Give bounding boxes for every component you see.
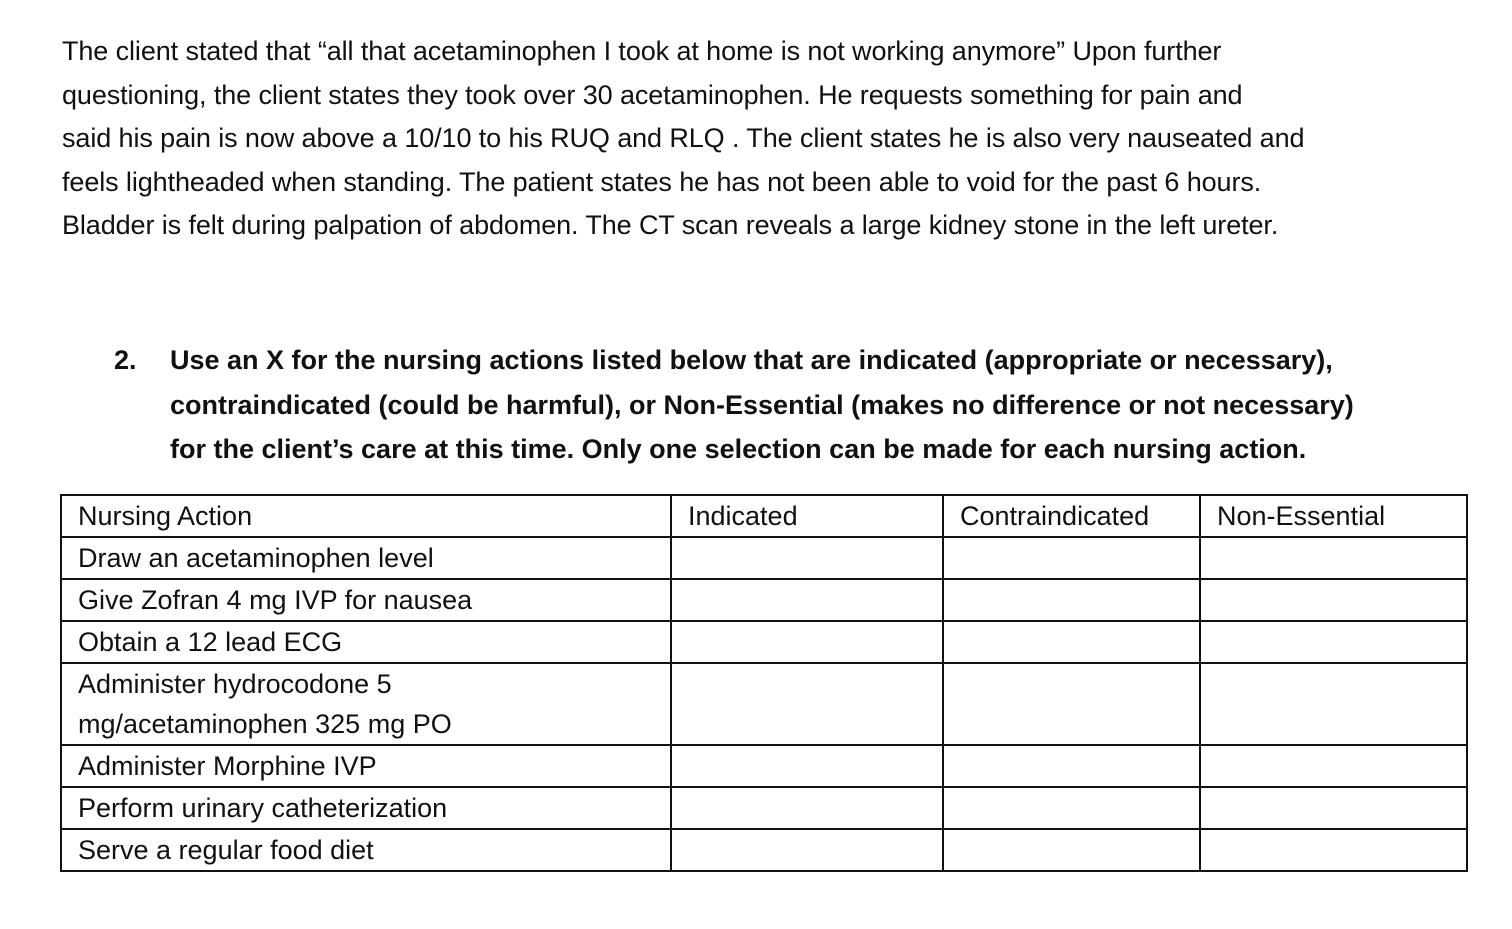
scenario-line: questioning, the client states they took over 30 acetaminophen. He requests something for pain and [62, 79, 1243, 110]
non-essential-cell[interactable] [1200, 663, 1467, 745]
contraindicated-cell[interactable] [943, 745, 1200, 787]
contraindicated-cell[interactable] [943, 579, 1200, 621]
action-cell: Serve a regular food diet [61, 829, 671, 871]
non-essential-cell[interactable] [1200, 745, 1467, 787]
indicated-cell[interactable] [671, 745, 943, 787]
indicated-cell[interactable] [671, 621, 943, 663]
question-line: Use an X for the nursing actions listed below that are indicated (appropriate or necessary), [170, 345, 1333, 375]
contraindicated-cell[interactable] [943, 787, 1200, 829]
header-contraindicated: Contraindicated [943, 495, 1200, 537]
scenario-line: Bladder is felt during palpation of abdomen. The CT scan reveals a large kidney stone in the left ureter. [62, 210, 1279, 240]
indicated-cell[interactable] [671, 537, 943, 579]
indicated-cell[interactable] [671, 787, 943, 829]
indicated-cell[interactable] [671, 579, 943, 621]
contraindicated-cell[interactable] [943, 621, 1200, 663]
action-cell: Obtain a 12 lead ECG [61, 621, 671, 663]
action-cell: Perform urinary catheterization [61, 787, 671, 829]
nursing-actions-table [60, 494, 1468, 872]
indicated-cell[interactable] [671, 829, 943, 871]
table-header-row [61, 495, 1467, 537]
indicated-cell[interactable] [671, 663, 943, 745]
question-text [170, 338, 1354, 472]
header-nursing-action: Nursing Action [61, 495, 671, 537]
non-essential-cell[interactable] [1200, 537, 1467, 579]
scenario-paragraph [62, 30, 1482, 248]
table-row [61, 829, 1467, 871]
action-cell: Give Zofran 4 mg IVP for nausea [61, 579, 671, 621]
table-row [61, 537, 1467, 579]
action-cell [61, 663, 671, 745]
header-indicated: Indicated [671, 495, 943, 537]
action-line: mg/acetaminophen 325 mg PO [78, 709, 452, 739]
non-essential-cell[interactable] [1200, 829, 1467, 871]
scenario-line: feels lightheaded when standing. The patient states he has not been able to void for the past 6 hours. [62, 166, 1262, 197]
table-row [61, 745, 1467, 787]
header-non-essential: Non-Essential [1200, 495, 1467, 537]
action-line: Administer hydrocodone 5 [78, 669, 392, 699]
contraindicated-cell[interactable] [943, 663, 1200, 745]
non-essential-cell[interactable] [1200, 621, 1467, 663]
contraindicated-cell[interactable] [943, 537, 1200, 579]
action-cell: Draw an acetaminophen level [61, 537, 671, 579]
question-number: 2. [114, 345, 137, 375]
action-cell: Administer Morphine IVP [61, 745, 671, 787]
contraindicated-cell[interactable] [943, 829, 1200, 871]
question-line: contraindicated (could be harmful), or Non-Essential (makes no difference or not necessary) [170, 389, 1354, 420]
non-essential-cell[interactable] [1200, 579, 1467, 621]
scenario-line: said his pain is now above a 10/10 to his RUQ and RLQ . The client states he is also very nauseated and [62, 123, 1305, 153]
table-row [61, 663, 1467, 745]
scenario-line: The client stated that “all that acetaminophen I took at home is not working anymore” Upon further [62, 36, 1222, 66]
non-essential-cell[interactable] [1200, 787, 1467, 829]
table-row [61, 579, 1467, 621]
table-row [61, 787, 1467, 829]
table-row [61, 621, 1467, 663]
question-line: for the client’s care at this time. Only one selection can be made for each nursing action. [170, 434, 1307, 464]
